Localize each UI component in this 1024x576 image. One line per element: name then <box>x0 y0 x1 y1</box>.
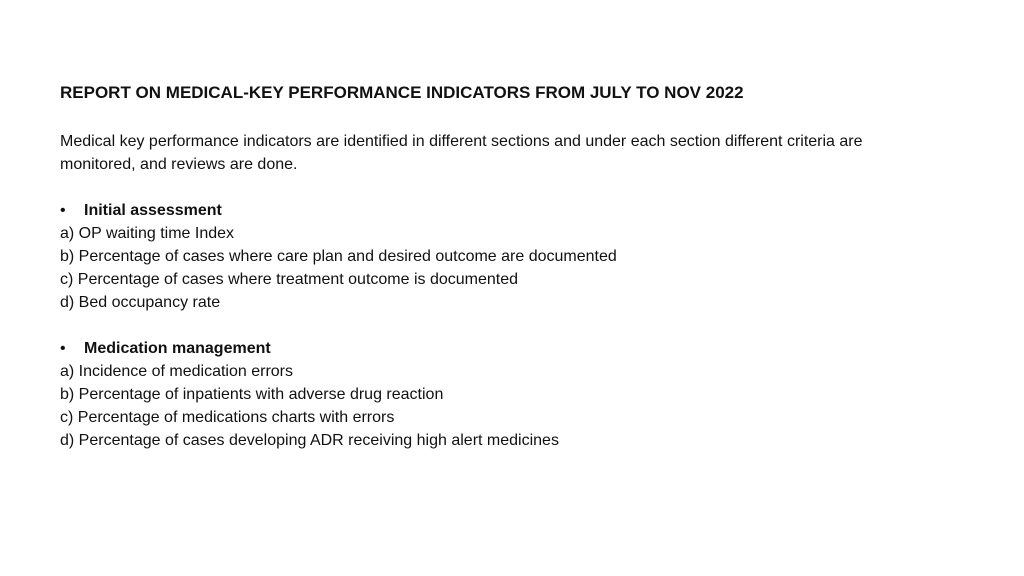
list-item: c) Percentage of medications charts with errors <box>60 409 395 426</box>
list-item: d) Bed occupancy rate <box>60 294 221 311</box>
section-heading <box>60 337 960 360</box>
report-title: REPORT ON MEDICAL-KEY PERFORMANCE INDICATORS FROM JULY TO NOV 2022 <box>60 83 744 102</box>
list-item: a) Incidence of medication errors <box>60 363 293 380</box>
criteria-list <box>60 360 960 452</box>
section-heading <box>60 199 960 222</box>
list-item: b) Percentage of inpatients with adverse drug reaction <box>60 386 444 403</box>
bullet-icon: • <box>60 340 66 357</box>
criteria-list <box>60 222 960 314</box>
bullet-icon: • <box>60 202 66 219</box>
section-title: Initial assessment <box>84 202 222 219</box>
list-item: a) OP waiting time Index <box>60 225 235 242</box>
section-medication-management <box>60 337 960 452</box>
intro-paragraph: Medical key performance indicators are identified in different sections and under each section different criteria are monitored, and reviews are done. <box>60 133 863 173</box>
list-item: d) Percentage of cases developing ADR receiving high alert medicines <box>60 432 559 449</box>
list-item: b) Percentage of cases where care plan and desired outcome are documented <box>60 248 617 265</box>
list-item: c) Percentage of cases where treatment outcome is documented <box>60 271 519 288</box>
section-initial-assessment <box>60 199 960 314</box>
section-title: Medication management <box>84 340 271 357</box>
slide-content <box>60 82 960 452</box>
